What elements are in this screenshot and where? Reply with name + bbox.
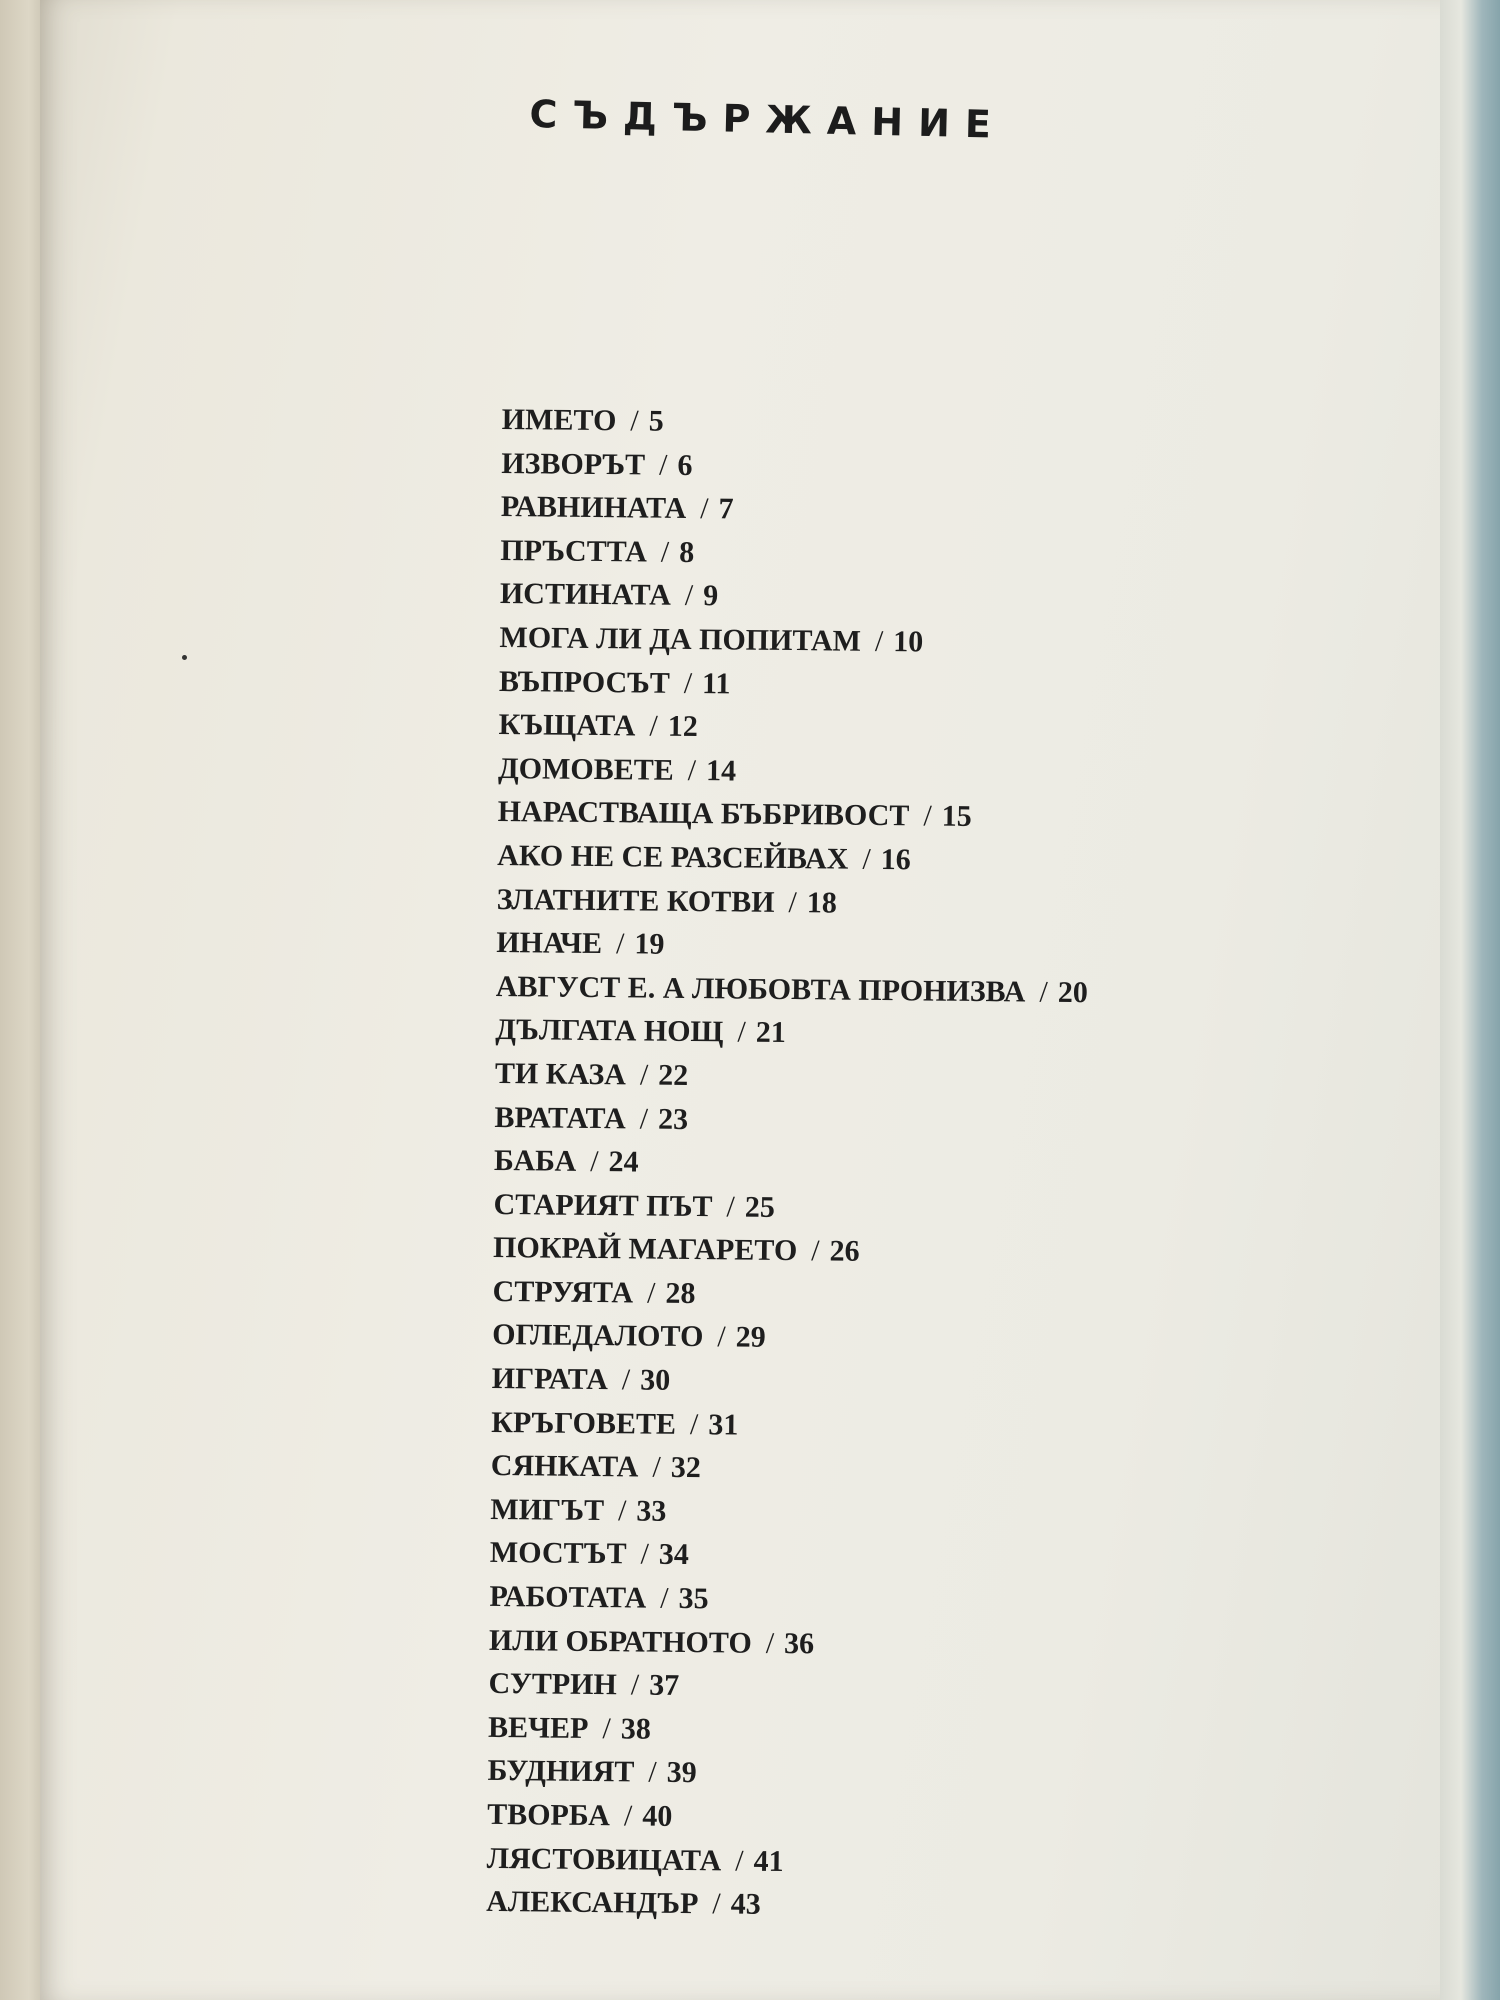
toc-separator: /: [639, 1058, 649, 1092]
toc-entry: [498, 703, 1090, 753]
page-edge-right: [1440, 0, 1500, 2000]
toc-page-number: 23: [657, 1102, 689, 1136]
toc-separator: /: [623, 1799, 633, 1833]
toc-entry-title: ЗЛАТНИТЕ КОТВИ: [496, 882, 775, 919]
table-of-contents: [486, 398, 1094, 1930]
toc-entry-title: КЪЩАТА: [498, 708, 636, 743]
toc-entry: [492, 1270, 1084, 1320]
toc-page-number: 22: [658, 1058, 689, 1092]
ink-speck: [182, 655, 187, 660]
toc-separator: /: [617, 1494, 627, 1528]
toc-page-number: 33: [636, 1494, 667, 1528]
toc-separator: /: [648, 1756, 657, 1790]
toc-entry-title: ПОКРАЙ МАГАРЕТО: [492, 1231, 798, 1268]
toc-entry-title: МИГЪТ: [490, 1492, 605, 1527]
toc-entry: [488, 1706, 1080, 1756]
toc-entry-title: БУДНИЯТ: [487, 1754, 635, 1789]
toc-entry: [495, 1008, 1087, 1058]
toc-entry-title: ДОМОВЕТЕ: [497, 751, 674, 787]
toc-page-number: 38: [620, 1712, 651, 1746]
toc-page-number: 29: [735, 1320, 766, 1355]
toc-separator: /: [660, 1581, 669, 1615]
toc-entry: [487, 1793, 1079, 1843]
toc-page-number: 37: [648, 1668, 680, 1703]
toc-entry-title: АЛЕКСАНДЪР: [486, 1885, 699, 1921]
toc-separator: /: [683, 666, 693, 700]
toc-entry-title: ПРЪСТТА: [500, 533, 648, 569]
toc-separator: /: [765, 1626, 775, 1660]
toc-entry-title: ИНАЧЕ: [496, 926, 603, 961]
toc-entry-title: ВЕЧЕР: [487, 1710, 589, 1745]
toc-page-number: 19: [634, 927, 665, 961]
toc-entry: [489, 1619, 1081, 1669]
toc-entry-title: ВРАТАТА: [494, 1100, 626, 1135]
toc-page-number: 10: [893, 625, 924, 659]
toc-separator: /: [649, 709, 658, 743]
toc-page-number: 31: [708, 1407, 739, 1442]
toc-entry-title: СТРУЯТА: [492, 1274, 634, 1310]
toc-separator: /: [621, 1363, 631, 1397]
toc-entry: [491, 1401, 1083, 1451]
toc-entry: [500, 529, 1092, 579]
toc-separator: /: [689, 1407, 699, 1441]
toc-page-number: 12: [667, 709, 698, 744]
page-title: СЪДЪРЖАНИЕ: [529, 92, 1007, 147]
toc-separator: /: [712, 1887, 721, 1921]
toc-page-number: 8: [679, 535, 695, 569]
toc-page-number: 21: [755, 1016, 786, 1050]
toc-separator: /: [1039, 975, 1048, 1009]
toc-entry: [486, 1880, 1078, 1930]
toc-entry: [501, 485, 1093, 535]
toc-page-number: 43: [730, 1887, 761, 1921]
toc-entry-title: ЛЯСТОВИЦАТА: [486, 1841, 722, 1877]
toc-page-number: 32: [670, 1451, 701, 1485]
toc-entry: [497, 878, 1089, 928]
toc-entry-title: ТИ КАЗА: [494, 1056, 627, 1092]
toc-entry: [501, 442, 1093, 492]
toc-entry: [499, 616, 1091, 666]
book-page: [40, 0, 1455, 2000]
toc-page-number: 24: [608, 1145, 639, 1179]
toc-entry: [489, 1575, 1081, 1625]
toc-separator: /: [602, 1711, 611, 1746]
toc-entry-title: БАБА: [493, 1144, 577, 1178]
toc-entry: [497, 834, 1089, 884]
toc-separator: /: [646, 1276, 656, 1310]
toc-separator: /: [726, 1190, 736, 1224]
toc-entry: [488, 1662, 1080, 1712]
toc-separator: /: [615, 927, 625, 961]
toc-separator: /: [590, 1145, 599, 1179]
toc-separator: /: [700, 492, 709, 526]
toc-page-number: 15: [941, 799, 972, 834]
toc-entry-title: СУТРИН: [488, 1667, 617, 1702]
toc-page-number: 16: [880, 842, 911, 877]
toc-entry: [490, 1531, 1082, 1581]
toc-entry-title: ИГРАТА: [491, 1362, 609, 1397]
toc-separator: /: [874, 624, 884, 658]
toc-separator: /: [640, 1537, 650, 1572]
toc-page-number: 5: [648, 404, 664, 438]
toc-separator: /: [630, 1668, 640, 1702]
toc-page-number: 18: [806, 885, 838, 920]
toc-page-number: 7: [718, 492, 734, 526]
toc-separator: /: [788, 885, 798, 919]
toc-entry-title: СЯНКАТА: [490, 1449, 639, 1484]
toc-entry: [492, 1313, 1084, 1363]
toc-entry: [500, 572, 1092, 622]
toc-entry-title: МОСТЪТ: [489, 1536, 627, 1571]
toc-separator: /: [735, 1844, 744, 1878]
toc-entry-title: ИЗВОРЪТ: [501, 446, 646, 482]
toc-entry-title: ВЪПРОСЪТ: [498, 664, 670, 700]
toc-entry-title: СТАРИЯТ ПЪТ: [493, 1187, 713, 1223]
toc-entry-title: ТВОРБА: [486, 1797, 611, 1833]
toc-page-number: 34: [658, 1538, 690, 1572]
toc-page-number: 28: [665, 1276, 696, 1310]
toc-page-number: 20: [1057, 975, 1088, 1009]
toc-page-number: 6: [677, 448, 693, 482]
toc-page-number: 26: [829, 1234, 860, 1269]
toc-entry-title: НАРАСТВАЩА БЪБРИВОСТ: [497, 795, 910, 833]
toc-entry: [502, 398, 1094, 448]
toc-entry-title: ИМЕТО: [501, 402, 617, 438]
toc-separator: /: [630, 404, 639, 438]
toc-page-number: 25: [744, 1190, 776, 1224]
toc-page-number: 30: [640, 1363, 671, 1397]
toc-separator: /: [923, 799, 932, 833]
toc-page-number: 41: [753, 1844, 784, 1878]
toc-entry: [496, 965, 1088, 1015]
toc-page-number: 40: [642, 1799, 673, 1833]
toc-page-number: 14: [705, 753, 737, 788]
toc-entry-title: АВГУСТ Е. А ЛЮБОВТА ПРОНИЗВА: [495, 969, 1026, 1009]
toc-entry-title: АКО НЕ СЕ РАЗСЕЙВАХ: [497, 838, 849, 876]
toc-entry: [491, 1444, 1083, 1494]
toc-entry: [490, 1488, 1082, 1538]
toc-separator: /: [658, 448, 668, 482]
toc-entry: [487, 1749, 1079, 1799]
toc-separator: /: [737, 1015, 746, 1049]
toc-entry: [496, 921, 1088, 971]
toc-separator: /: [660, 535, 670, 569]
toc-entry: [498, 747, 1090, 797]
toc-separator: /: [652, 1450, 661, 1484]
toc-entry: [499, 660, 1091, 710]
toc-separator: /: [811, 1234, 820, 1268]
toc-separator: /: [639, 1101, 649, 1136]
toc-entry-title: ИСТИНАТА: [499, 577, 672, 613]
toc-page-number: 11: [701, 666, 731, 700]
toc-separator: /: [717, 1320, 726, 1354]
toc-separator: /: [687, 753, 697, 787]
toc-entry: [494, 1095, 1086, 1145]
toc-page-number: 35: [678, 1581, 709, 1616]
toc-entry-title: РАВНИНАТА: [500, 490, 687, 526]
toc-entry: [494, 1139, 1086, 1189]
toc-entry-title: РАБОТАТА: [489, 1579, 647, 1615]
toc-entry-title: ИЛИ ОБРАТНОТО: [488, 1623, 752, 1660]
toc-separator: /: [862, 842, 871, 876]
toc-entry: [493, 1183, 1085, 1233]
toc-entry-title: МОГА ЛИ ДА ПОПИТАМ: [499, 620, 862, 658]
toc-entry-title: ОГЛЕДАЛОТО: [492, 1318, 704, 1354]
toc-entry: [497, 790, 1089, 840]
toc-separator: /: [684, 579, 694, 613]
toc-page-number: 39: [666, 1756, 697, 1790]
toc-entry: [492, 1357, 1084, 1407]
toc-page-number: 36: [783, 1626, 815, 1660]
toc-page-number: 9: [702, 579, 719, 613]
toc-entry-title: ДЪЛГАТА НОЩ: [495, 1013, 724, 1049]
toc-entry-title: КРЪГОВЕТЕ: [491, 1405, 677, 1441]
toc-entry: [495, 1052, 1087, 1102]
toc-entry: [493, 1226, 1085, 1276]
toc-entry: [486, 1837, 1078, 1887]
